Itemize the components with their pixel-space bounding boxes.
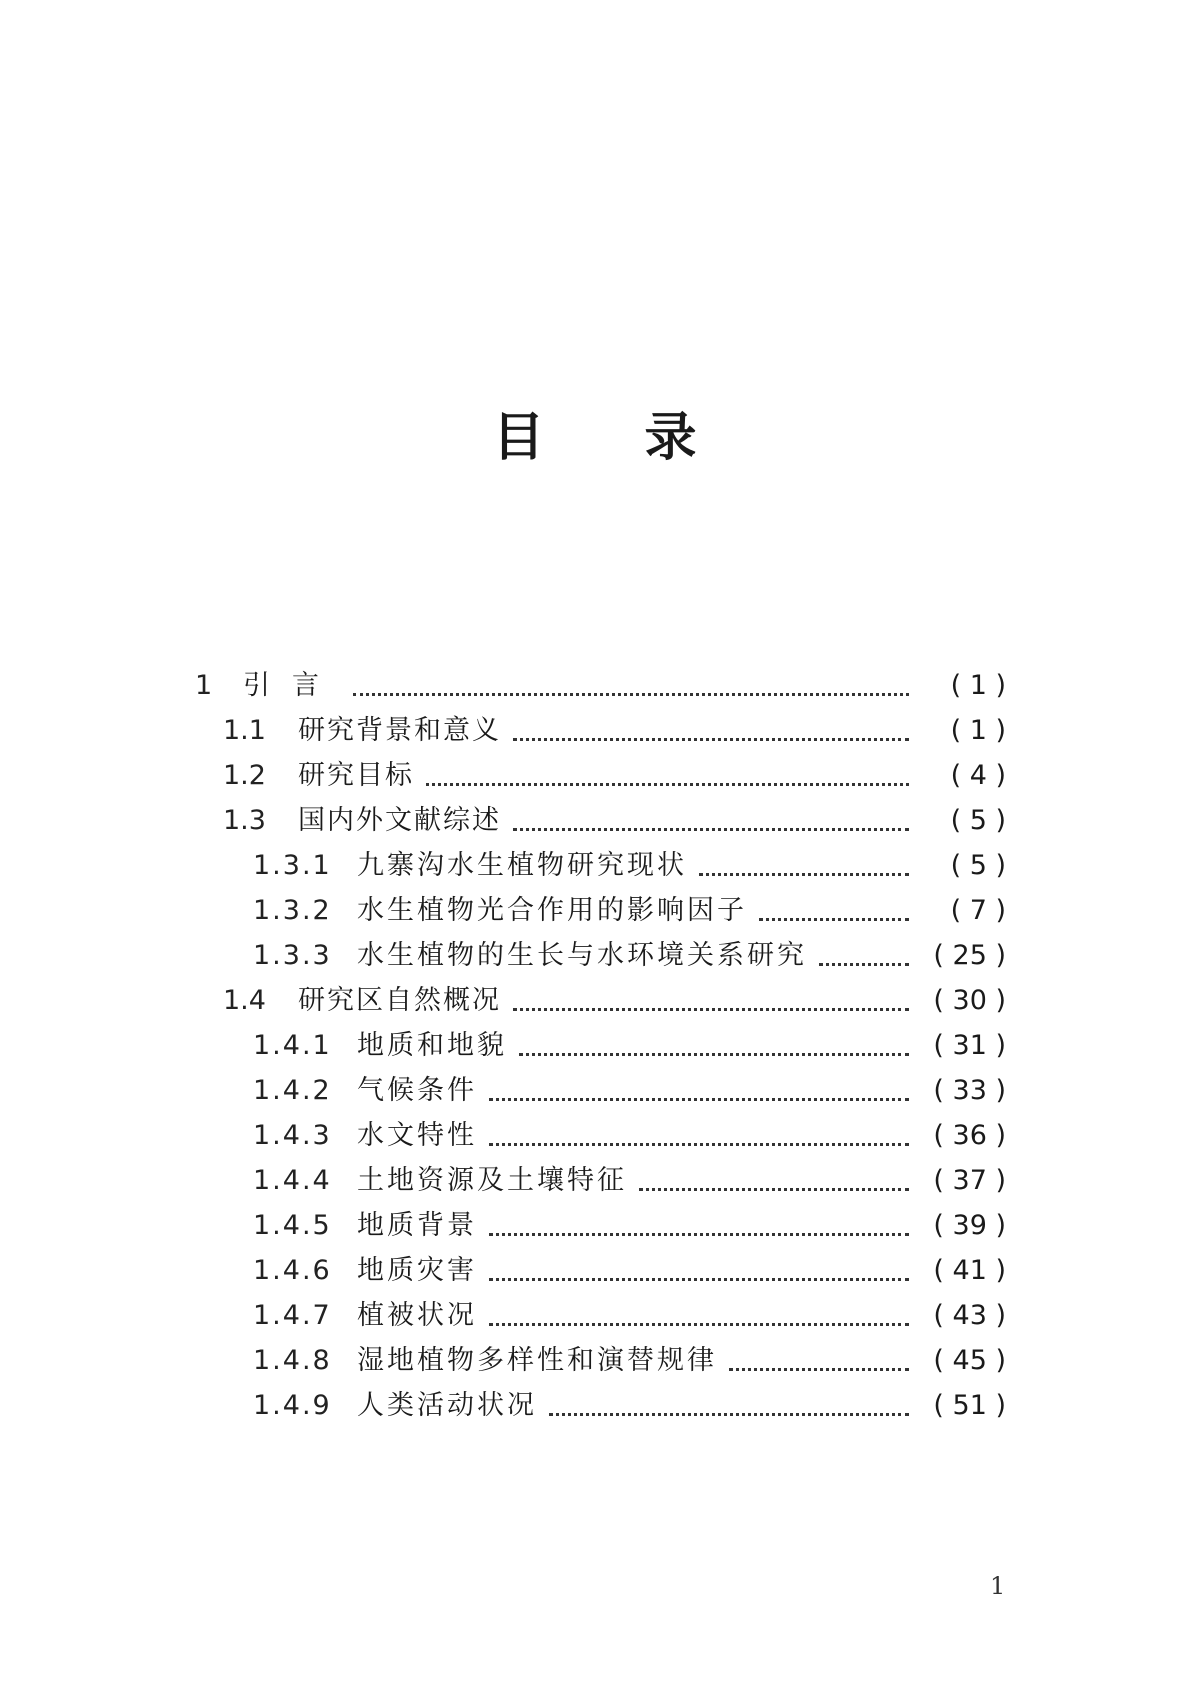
toc-entry-title: 研究背景和意义 bbox=[298, 715, 501, 746]
toc-entry-title: 水生植物的生长与水环境关系研究 bbox=[357, 940, 807, 971]
toc-entry-number: 1.4 bbox=[223, 985, 266, 1016]
toc-entry-title: 植被状况 bbox=[357, 1300, 477, 1331]
toc-entry[interactable] bbox=[0, 936, 1189, 976]
toc-entry-number: 1.4.8 bbox=[253, 1345, 332, 1376]
toc-entry-page: ( 1 ) bbox=[916, 666, 1006, 706]
page-title-part-2: 录 bbox=[644, 408, 697, 468]
toc-entry[interactable] bbox=[0, 846, 1189, 886]
toc-entry[interactable] bbox=[0, 1206, 1189, 1246]
toc-entry[interactable] bbox=[0, 711, 1189, 751]
toc-entry-page: ( 51 ) bbox=[916, 1386, 1006, 1426]
toc-dot-leader bbox=[489, 1278, 909, 1281]
toc-entry-number: 1.3.1 bbox=[253, 850, 332, 881]
toc-dot-leader bbox=[489, 1098, 909, 1101]
toc-entry-page: ( 4 ) bbox=[916, 756, 1006, 796]
toc-entry-page: ( 41 ) bbox=[916, 1251, 1006, 1291]
toc-dot-leader bbox=[699, 873, 909, 876]
toc-entry[interactable] bbox=[0, 891, 1189, 931]
toc-entry-page: ( 43 ) bbox=[916, 1296, 1006, 1336]
toc-entry[interactable] bbox=[0, 1341, 1189, 1381]
toc-entry-number: 1.4.5 bbox=[253, 1210, 332, 1241]
toc-dot-leader bbox=[759, 918, 909, 921]
toc-entry-number: 1.3 bbox=[223, 805, 266, 836]
toc-dot-leader bbox=[489, 1233, 909, 1236]
toc-entry[interactable] bbox=[0, 1251, 1189, 1291]
toc-entry-heading bbox=[253, 1026, 515, 1066]
toc-entry-page: ( 30 ) bbox=[916, 981, 1006, 1021]
page-title-part-1: 目 bbox=[492, 408, 545, 468]
toc-entry-heading bbox=[253, 846, 695, 886]
toc-dot-leader bbox=[513, 828, 909, 831]
toc-entry-heading bbox=[223, 981, 509, 1021]
toc-dot-leader bbox=[729, 1368, 909, 1371]
toc-entry-heading bbox=[253, 1116, 485, 1156]
toc-entry-title: 水生植物光合作用的影响因子 bbox=[357, 895, 747, 926]
toc-dot-leader bbox=[819, 963, 909, 966]
toc-dot-leader bbox=[489, 1143, 909, 1146]
toc-entry[interactable] bbox=[0, 801, 1189, 841]
toc-dot-leader bbox=[489, 1323, 909, 1326]
toc-entry-heading bbox=[253, 1296, 485, 1336]
toc-entry[interactable] bbox=[0, 1071, 1189, 1111]
toc-entry-number: 1.2 bbox=[223, 760, 266, 791]
toc-dot-leader bbox=[549, 1413, 909, 1416]
toc-entry-page: ( 25 ) bbox=[916, 936, 1006, 976]
toc-entry-title: 研究区自然概况 bbox=[298, 985, 501, 1016]
toc-entry-number: 1.3.3 bbox=[253, 940, 332, 971]
toc-entry[interactable] bbox=[0, 1161, 1189, 1201]
toc-entry-page: ( 36 ) bbox=[916, 1116, 1006, 1156]
toc-dot-leader bbox=[513, 738, 909, 741]
toc-entry-number: 1.4.2 bbox=[253, 1075, 332, 1106]
toc-entry[interactable] bbox=[0, 1386, 1189, 1426]
toc-entry-heading bbox=[223, 756, 422, 796]
toc-entry[interactable] bbox=[0, 1296, 1189, 1336]
toc-entry[interactable] bbox=[0, 1116, 1189, 1156]
toc-dot-leader bbox=[513, 1008, 909, 1011]
toc-entry-number: 1.4.1 bbox=[253, 1030, 332, 1061]
toc-entry[interactable] bbox=[0, 666, 1189, 706]
toc-entry-number: 1.4.4 bbox=[253, 1165, 332, 1196]
toc-entry[interactable] bbox=[0, 981, 1189, 1021]
toc-entry-heading bbox=[253, 891, 755, 931]
toc-entry-page: ( 45 ) bbox=[916, 1341, 1006, 1381]
toc-entry-heading bbox=[253, 936, 815, 976]
toc-entry-page: ( 33 ) bbox=[916, 1071, 1006, 1111]
toc-entry-title: 地质背景 bbox=[357, 1210, 477, 1241]
toc-entry-heading bbox=[195, 666, 349, 706]
toc-entry-heading bbox=[253, 1071, 485, 1111]
toc-entry[interactable] bbox=[0, 1026, 1189, 1066]
toc-entry-page: ( 5 ) bbox=[916, 846, 1006, 886]
toc-entry-page: ( 37 ) bbox=[916, 1161, 1006, 1201]
toc-entry-number: 1.4.9 bbox=[253, 1390, 332, 1421]
toc-entry[interactable] bbox=[0, 756, 1189, 796]
toc-entry-page: ( 1 ) bbox=[916, 711, 1006, 751]
toc-entry-title: 地质灾害 bbox=[357, 1255, 477, 1286]
toc-entry-page: ( 31 ) bbox=[916, 1026, 1006, 1066]
toc-dot-leader bbox=[353, 693, 909, 696]
page-title bbox=[0, 395, 1189, 470]
toc-entry-title: 地质和地貌 bbox=[357, 1030, 507, 1061]
toc-entry-number: 1.4.3 bbox=[253, 1120, 332, 1151]
toc-entry-number: 1.3.2 bbox=[253, 895, 332, 926]
toc-entry-page: ( 39 ) bbox=[916, 1206, 1006, 1246]
toc-entry-heading bbox=[253, 1341, 725, 1381]
toc-entry-page: ( 5 ) bbox=[916, 801, 1006, 841]
toc-entry-number: 1.4.6 bbox=[253, 1255, 332, 1286]
toc-entry-title: 九寨沟水生植物研究现状 bbox=[357, 850, 687, 881]
toc-entry-title: 国内外文献综述 bbox=[298, 805, 501, 836]
toc-entry-title: 土地资源及土壤特征 bbox=[357, 1165, 627, 1196]
toc-dot-leader bbox=[519, 1053, 909, 1056]
toc-entry-title: 人类活动状况 bbox=[357, 1390, 537, 1421]
page-number: 1 bbox=[990, 1572, 1006, 1600]
toc-entry-page: ( 7 ) bbox=[916, 891, 1006, 931]
toc-entry-heading bbox=[253, 1251, 485, 1291]
toc-entry-number: 1 bbox=[195, 670, 213, 701]
toc-entry-heading bbox=[223, 801, 509, 841]
toc-entry-heading bbox=[253, 1386, 545, 1426]
toc-entry-title: 水文特性 bbox=[357, 1120, 477, 1151]
toc-entry-heading bbox=[253, 1161, 635, 1201]
toc-dot-leader bbox=[639, 1188, 909, 1191]
toc-entry-heading bbox=[253, 1206, 485, 1246]
toc-entry-title: 气候条件 bbox=[357, 1075, 477, 1106]
toc-entry-title: 引言 bbox=[243, 670, 341, 701]
toc-entry-number: 1.1 bbox=[223, 715, 266, 746]
toc-dot-leader bbox=[426, 783, 909, 786]
toc-entry-title: 研究目标 bbox=[298, 760, 414, 791]
toc-entry-heading bbox=[223, 711, 509, 751]
toc-entry-number: 1.4.7 bbox=[253, 1300, 332, 1331]
toc-entry-title: 湿地植物多样性和演替规律 bbox=[357, 1345, 717, 1376]
